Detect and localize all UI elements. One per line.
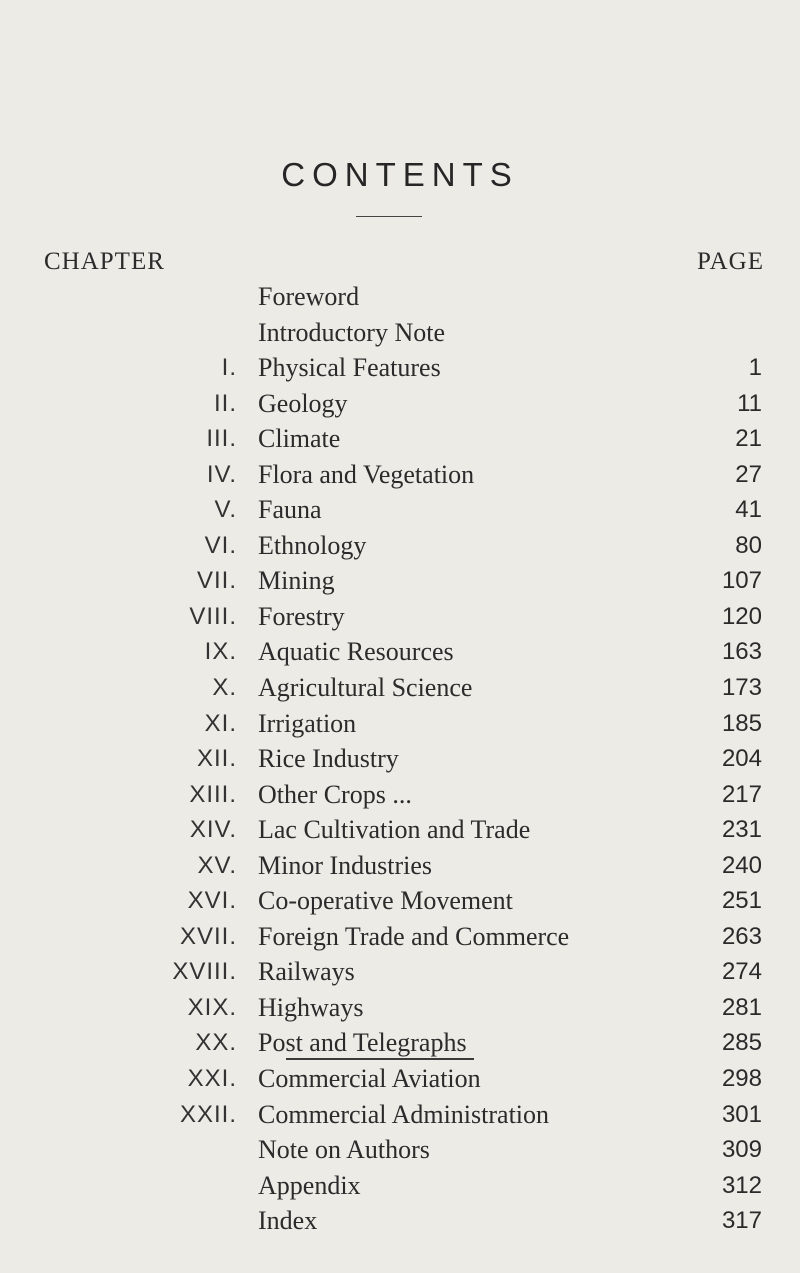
- title-rule: [356, 216, 422, 217]
- chapter-title: Lac Cultivation and Trade: [258, 815, 531, 845]
- chapter-number: XXI.: [187, 1065, 237, 1093]
- chapter-number: XII.: [196, 745, 237, 773]
- page-number: 185: [721, 709, 762, 737]
- chapter-title: Aquatic Resources: [258, 637, 454, 667]
- chapter-title: Note on Authors: [258, 1135, 430, 1165]
- page-number: 80: [735, 531, 762, 559]
- page-number: 298: [721, 1065, 762, 1093]
- page-number: 263: [721, 922, 762, 950]
- page-number: 309: [721, 1136, 762, 1164]
- chapter-number: XX.: [195, 1029, 237, 1057]
- page-number: 173: [721, 674, 762, 702]
- toc-entry: [0, 492, 800, 528]
- chapter-title: Commercial Administration: [258, 1099, 550, 1129]
- chapter-title: Post and Telegraphs: [258, 1028, 467, 1058]
- chapter-number: VIII.: [189, 602, 237, 630]
- toc-entry: [0, 706, 800, 742]
- chapter-number: XIX.: [187, 993, 237, 1021]
- page-number: 312: [721, 1171, 762, 1199]
- chapter-title: Rice Industry: [258, 744, 399, 774]
- chapter-title: Other Crops ...: [258, 779, 412, 809]
- chapter-title: Index: [258, 1206, 318, 1236]
- chapter-number: VII.: [196, 567, 237, 595]
- chapter-title: Foreword: [258, 282, 360, 311]
- toc-entry: [0, 1025, 800, 1061]
- page-number: 204: [721, 745, 762, 773]
- chapter-number: XVII.: [179, 922, 237, 950]
- toc-entry: [0, 563, 800, 599]
- page-number: 41: [735, 496, 762, 524]
- toc-entry: [0, 634, 800, 670]
- chapter-title: Mining: [258, 566, 335, 596]
- toc-entry: [0, 457, 800, 493]
- page-number: 107: [721, 567, 762, 595]
- page-number: 285: [721, 1029, 762, 1057]
- chapter-title: Geology: [258, 388, 348, 418]
- toc-entry: [0, 350, 800, 386]
- page-number: 231: [721, 816, 762, 844]
- chapter-title: Ethnology: [258, 530, 367, 560]
- toc-entry: [0, 1168, 800, 1204]
- page-number: 120: [721, 602, 762, 630]
- chapter-title: Co-operative Movement: [258, 886, 513, 916]
- toc-entry: [0, 279, 800, 315]
- toc-entry: [0, 777, 800, 813]
- chapter-number: XIV.: [189, 816, 237, 844]
- toc-entry: [0, 1203, 800, 1239]
- toc-entry: [0, 848, 800, 884]
- chapter-column-header: CHAPTER: [44, 248, 165, 275]
- chapter-title: Agricultural Science: [258, 673, 473, 703]
- chapter-number: XVI.: [187, 887, 237, 915]
- chapter-number: V.: [214, 496, 237, 524]
- page-number: 1: [748, 354, 762, 382]
- toc-entry: [0, 670, 800, 706]
- page-number: 11: [737, 389, 762, 417]
- toc-entry: [0, 315, 800, 351]
- toc-entry: [0, 1061, 800, 1097]
- chapter-title: Physical Features: [258, 353, 441, 383]
- toc-entry: [0, 1132, 800, 1168]
- toc-entry: [0, 954, 800, 990]
- page-number: 217: [721, 780, 762, 808]
- toc-entry: [0, 812, 800, 848]
- chapter-number: IX.: [204, 638, 237, 666]
- page-number: 317: [721, 1207, 762, 1235]
- chapter-number: X.: [212, 674, 237, 702]
- toc-entry: [0, 990, 800, 1026]
- toc-entry: [0, 528, 800, 564]
- closing-rule: [286, 1058, 474, 1060]
- chapter-title: Fauna: [258, 495, 322, 525]
- chapter-title: Introductory Note: [258, 317, 446, 347]
- toc-entry: [0, 741, 800, 777]
- chapter-title: Flora and Vegetation: [258, 459, 475, 489]
- page-number: 240: [721, 851, 762, 879]
- page-number: 274: [721, 958, 762, 986]
- chapter-title: Climate: [258, 424, 341, 454]
- chapter-title: Irrigation: [258, 708, 357, 738]
- page-number: 251: [721, 887, 762, 915]
- chapter-number: XV.: [197, 851, 237, 879]
- chapter-number: XI.: [204, 709, 237, 737]
- page-number: 281: [721, 993, 762, 1021]
- chapter-title: Highways: [258, 992, 364, 1022]
- contents-list: [0, 279, 800, 1239]
- chapter-number: XVIII.: [172, 958, 237, 986]
- chapter-number: III.: [206, 425, 237, 453]
- page-number: 163: [721, 638, 762, 666]
- chapter-number: I.: [221, 354, 237, 382]
- chapter-number: II.: [213, 389, 237, 417]
- chapter-title: Railways: [258, 957, 355, 987]
- page-number: 301: [721, 1100, 762, 1128]
- toc-entry: [0, 386, 800, 422]
- chapter-title: Appendix: [258, 1170, 361, 1200]
- chapter-title: Commercial Aviation: [258, 1064, 481, 1094]
- page-number: 21: [735, 425, 762, 453]
- page-column-header: PAGE: [697, 248, 764, 275]
- chapter-title: Minor Industries: [258, 850, 433, 880]
- toc-entry: [0, 421, 800, 457]
- chapter-number: IV.: [206, 460, 237, 488]
- page-title: CONTENTS: [281, 156, 519, 193]
- toc-entry: [0, 883, 800, 919]
- toc-entry: [0, 919, 800, 955]
- chapter-number: VI.: [204, 531, 237, 559]
- chapter-title: Forestry: [258, 601, 345, 631]
- toc-entry: [0, 599, 800, 635]
- chapter-number: XIII.: [189, 780, 237, 808]
- chapter-number: XXII.: [179, 1100, 237, 1128]
- toc-entry: [0, 1097, 800, 1133]
- page-number: 27: [735, 460, 762, 488]
- chapter-title: Foreign Trade and Commerce: [258, 921, 570, 951]
